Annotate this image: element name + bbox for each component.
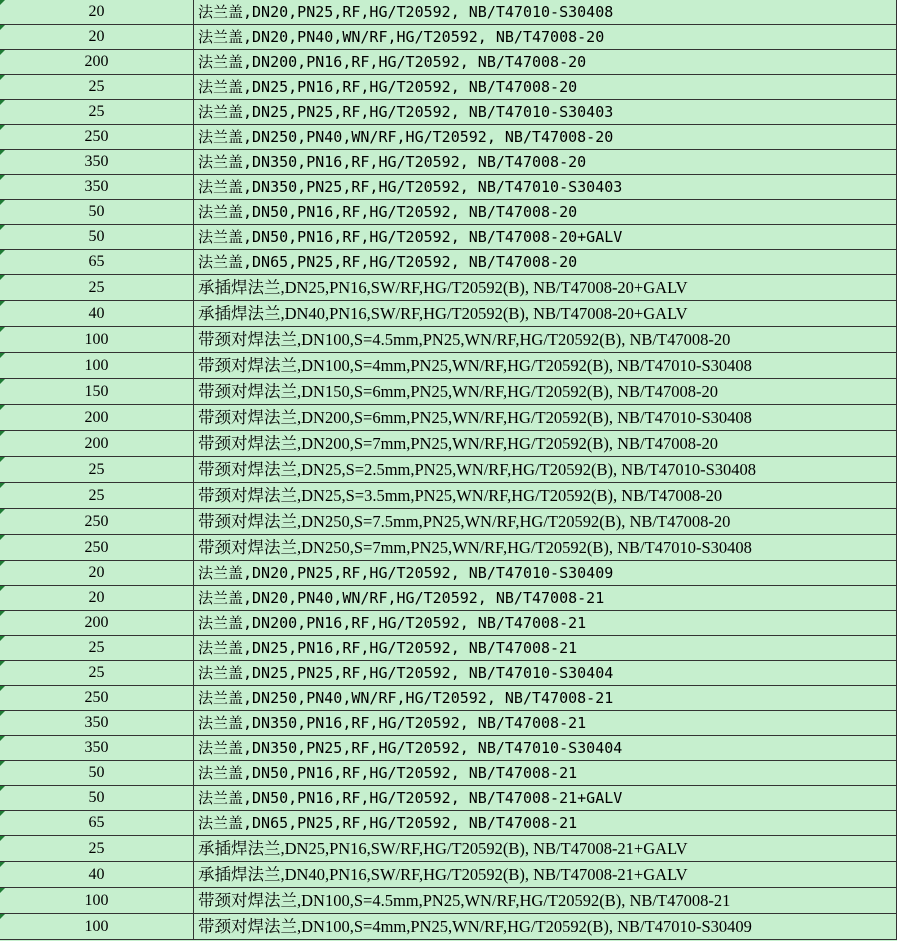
- quantity-cell[interactable]: 20: [0, 25, 194, 49]
- quantity-cell[interactable]: 200: [0, 611, 194, 635]
- description-cell[interactable]: 法兰盖,DN200,PN16,RF,HG/T20592, NB/T47008-20: [194, 50, 897, 74]
- table-row[interactable]: [0, 431, 897, 457]
- quantity-cell[interactable]: 25: [0, 457, 194, 482]
- description-cell[interactable]: 承插焊法兰,DN40,PN16,SW/RF,HG/T20592(B), NB/T47008-21+GALV: [194, 862, 897, 887]
- quantity-cell[interactable]: 50: [0, 200, 194, 224]
- quantity-cell[interactable]: 25: [0, 836, 194, 861]
- description-cell[interactable]: 法兰盖,DN50,PN16,RF,HG/T20592, NB/T47008-21+GALV: [194, 786, 897, 810]
- description-cell[interactable]: 带颈对焊法兰,DN250,S=7.5mm,PN25,WN/RF,HG/T20592(B), NB/T47008-20: [194, 509, 897, 534]
- table-row[interactable]: [0, 561, 897, 586]
- description-cell[interactable]: 法兰盖,DN65,PN25,RF,HG/T20592, NB/T47008-21: [194, 811, 897, 835]
- description-cell[interactable]: 带颈对焊法兰,DN200,S=6mm,PN25,WN/RF,HG/T20592(B), NB/T47010-S30408: [194, 405, 897, 430]
- table-row[interactable]: [0, 761, 897, 786]
- description-cell[interactable]: 法兰盖,DN20,PN25,RF,HG/T20592, NB/T47010-S30409: [194, 561, 897, 585]
- table-row[interactable]: [0, 75, 897, 100]
- description-cell[interactable]: 法兰盖,DN25,PN25,RF,HG/T20592, NB/T47010-S30404: [194, 661, 897, 685]
- table-row[interactable]: [0, 736, 897, 761]
- description-cell[interactable]: 带颈对焊法兰,DN25,S=2.5mm,PN25,WN/RF,HG/T20592(B), NB/T47010-S30408: [194, 457, 897, 482]
- table-row[interactable]: [0, 150, 897, 175]
- description-cell[interactable]: 带颈对焊法兰,DN100,S=4mm,PN25,WN/RF,HG/T20592(B), NB/T47010-S30408: [194, 353, 897, 378]
- quantity-cell[interactable]: 20: [0, 0, 194, 24]
- description-cell[interactable]: 带颈对焊法兰,DN250,S=7mm,PN25,WN/RF,HG/T20592(B), NB/T47010-S30408: [194, 535, 897, 560]
- table-row[interactable]: [0, 405, 897, 431]
- table-row[interactable]: [0, 327, 897, 353]
- table-row[interactable]: [0, 661, 897, 686]
- description-cell[interactable]: 法兰盖,DN350,PN16,RF,HG/T20592, NB/T47008-21: [194, 711, 897, 735]
- table-row[interactable]: [0, 483, 897, 509]
- description-cell[interactable]: 法兰盖,DN200,PN16,RF,HG/T20592, NB/T47008-21: [194, 611, 897, 635]
- description-cell[interactable]: 法兰盖,DN50,PN16,RF,HG/T20592, NB/T47008-20+GALV: [194, 225, 897, 249]
- quantity-cell[interactable]: 25: [0, 636, 194, 660]
- quantity-cell[interactable]: 25: [0, 275, 194, 300]
- description-cell[interactable]: 带颈对焊法兰,DN100,S=4.5mm,PN25,WN/RF,HG/T20592(B), NB/T47008-20: [194, 327, 897, 352]
- description-cell[interactable]: 承插焊法兰,DN25,PN16,SW/RF,HG/T20592(B), NB/T47008-20+GALV: [194, 275, 897, 300]
- quantity-cell[interactable]: 150: [0, 379, 194, 404]
- quantity-cell[interactable]: 50: [0, 225, 194, 249]
- table-row[interactable]: [0, 586, 897, 611]
- description-cell[interactable]: 承插焊法兰,DN40,PN16,SW/RF,HG/T20592(B), NB/T47008-20+GALV: [194, 301, 897, 326]
- description-cell[interactable]: 法兰盖,DN350,PN25,RF,HG/T20592, NB/T47010-S30403: [194, 175, 897, 199]
- description-cell[interactable]: 法兰盖,DN20,PN40,WN/RF,HG/T20592, NB/T47008-20: [194, 25, 897, 49]
- quantity-cell[interactable]: 50: [0, 761, 194, 785]
- quantity-cell[interactable]: 200: [0, 431, 194, 456]
- description-cell[interactable]: 法兰盖,DN350,PN25,RF,HG/T20592, NB/T47010-S30404: [194, 736, 897, 760]
- quantity-cell[interactable]: 200: [0, 405, 194, 430]
- table-row[interactable]: [0, 636, 897, 661]
- quantity-cell[interactable]: 250: [0, 509, 194, 534]
- table-row[interactable]: [0, 786, 897, 811]
- table-row[interactable]: [0, 535, 897, 561]
- table-row[interactable]: [0, 175, 897, 200]
- quantity-cell[interactable]: 350: [0, 736, 194, 760]
- quantity-cell[interactable]: 350: [0, 150, 194, 174]
- description-cell[interactable]: 法兰盖,DN20,PN40,WN/RF,HG/T20592, NB/T47008-21: [194, 586, 897, 610]
- quantity-cell[interactable]: 50: [0, 786, 194, 810]
- quantity-cell[interactable]: 25: [0, 483, 194, 508]
- quantity-cell[interactable]: 100: [0, 327, 194, 352]
- table-row[interactable]: [0, 914, 897, 940]
- quantity-cell[interactable]: 200: [0, 50, 194, 74]
- quantity-cell[interactable]: 25: [0, 75, 194, 99]
- table-row[interactable]: [0, 275, 897, 301]
- quantity-cell[interactable]: 40: [0, 862, 194, 887]
- table-row[interactable]: [0, 888, 897, 914]
- table-row[interactable]: [0, 225, 897, 250]
- table-row[interactable]: [0, 711, 897, 736]
- table-row[interactable]: [0, 0, 897, 25]
- quantity-cell[interactable]: 20: [0, 561, 194, 585]
- quantity-cell[interactable]: 250: [0, 125, 194, 149]
- description-cell[interactable]: 法兰盖,DN50,PN16,RF,HG/T20592, NB/T47008-20: [194, 200, 897, 224]
- description-cell[interactable]: 法兰盖,DN20,PN25,RF,HG/T20592, NB/T47010-S30408: [194, 0, 897, 24]
- table-row[interactable]: [0, 25, 897, 50]
- table-row[interactable]: [0, 611, 897, 636]
- table-row[interactable]: [0, 457, 897, 483]
- quantity-cell[interactable]: 65: [0, 250, 194, 274]
- table-row[interactable]: [0, 836, 897, 862]
- quantity-cell[interactable]: 250: [0, 535, 194, 560]
- description-cell[interactable]: 法兰盖,DN65,PN25,RF,HG/T20592, NB/T47008-20: [194, 250, 897, 274]
- table-row[interactable]: [0, 100, 897, 125]
- description-cell[interactable]: 带颈对焊法兰,DN150,S=6mm,PN25,WN/RF,HG/T20592(B), NB/T47008-20: [194, 379, 897, 404]
- description-cell[interactable]: 法兰盖,DN250,PN40,WN/RF,HG/T20592, NB/T47008-21: [194, 686, 897, 710]
- quantity-cell[interactable]: 350: [0, 711, 194, 735]
- description-cell[interactable]: 法兰盖,DN50,PN16,RF,HG/T20592, NB/T47008-21: [194, 761, 897, 785]
- table-row[interactable]: [0, 811, 897, 836]
- description-cell[interactable]: 带颈对焊法兰,DN100,S=4.5mm,PN25,WN/RF,HG/T20592(B), NB/T47008-21: [194, 888, 897, 913]
- quantity-cell[interactable]: 25: [0, 100, 194, 124]
- table-row[interactable]: [0, 50, 897, 75]
- table-row[interactable]: [0, 250, 897, 275]
- quantity-cell[interactable]: 40: [0, 301, 194, 326]
- quantity-cell[interactable]: 350: [0, 175, 194, 199]
- description-cell[interactable]: 法兰盖,DN25,PN16,RF,HG/T20592, NB/T47008-20: [194, 75, 897, 99]
- description-cell[interactable]: 带颈对焊法兰,DN100,S=4mm,PN25,WN/RF,HG/T20592(B), NB/T47010-S30409: [194, 914, 897, 939]
- table-row[interactable]: [0, 200, 897, 225]
- quantity-cell[interactable]: 100: [0, 353, 194, 378]
- table-row[interactable]: [0, 862, 897, 888]
- table-row[interactable]: [0, 686, 897, 711]
- table-row[interactable]: [0, 509, 897, 535]
- description-cell[interactable]: 带颈对焊法兰,DN25,S=3.5mm,PN25,WN/RF,HG/T20592(B), NB/T47008-20: [194, 483, 897, 508]
- description-cell[interactable]: 法兰盖,DN25,PN25,RF,HG/T20592, NB/T47010-S30403: [194, 100, 897, 124]
- description-cell[interactable]: 法兰盖,DN250,PN40,WN/RF,HG/T20592, NB/T47008-20: [194, 125, 897, 149]
- table-row[interactable]: [0, 125, 897, 150]
- description-cell[interactable]: 带颈对焊法兰,DN200,S=7mm,PN25,WN/RF,HG/T20592(B), NB/T47008-20: [194, 431, 897, 456]
- description-cell[interactable]: 承插焊法兰,DN25,PN16,SW/RF,HG/T20592(B), NB/T47008-21+GALV: [194, 836, 897, 861]
- description-cell[interactable]: 法兰盖,DN350,PN16,RF,HG/T20592, NB/T47008-20: [194, 150, 897, 174]
- table-row[interactable]: [0, 379, 897, 405]
- quantity-cell[interactable]: 250: [0, 686, 194, 710]
- description-cell[interactable]: 法兰盖,DN25,PN16,RF,HG/T20592, NB/T47008-21: [194, 636, 897, 660]
- quantity-cell[interactable]: 100: [0, 888, 194, 913]
- quantity-cell[interactable]: 100: [0, 914, 194, 939]
- table-row[interactable]: [0, 301, 897, 327]
- quantity-cell[interactable]: 20: [0, 586, 194, 610]
- table-row[interactable]: [0, 353, 897, 379]
- quantity-cell[interactable]: 25: [0, 661, 194, 685]
- quantity-cell[interactable]: 65: [0, 811, 194, 835]
